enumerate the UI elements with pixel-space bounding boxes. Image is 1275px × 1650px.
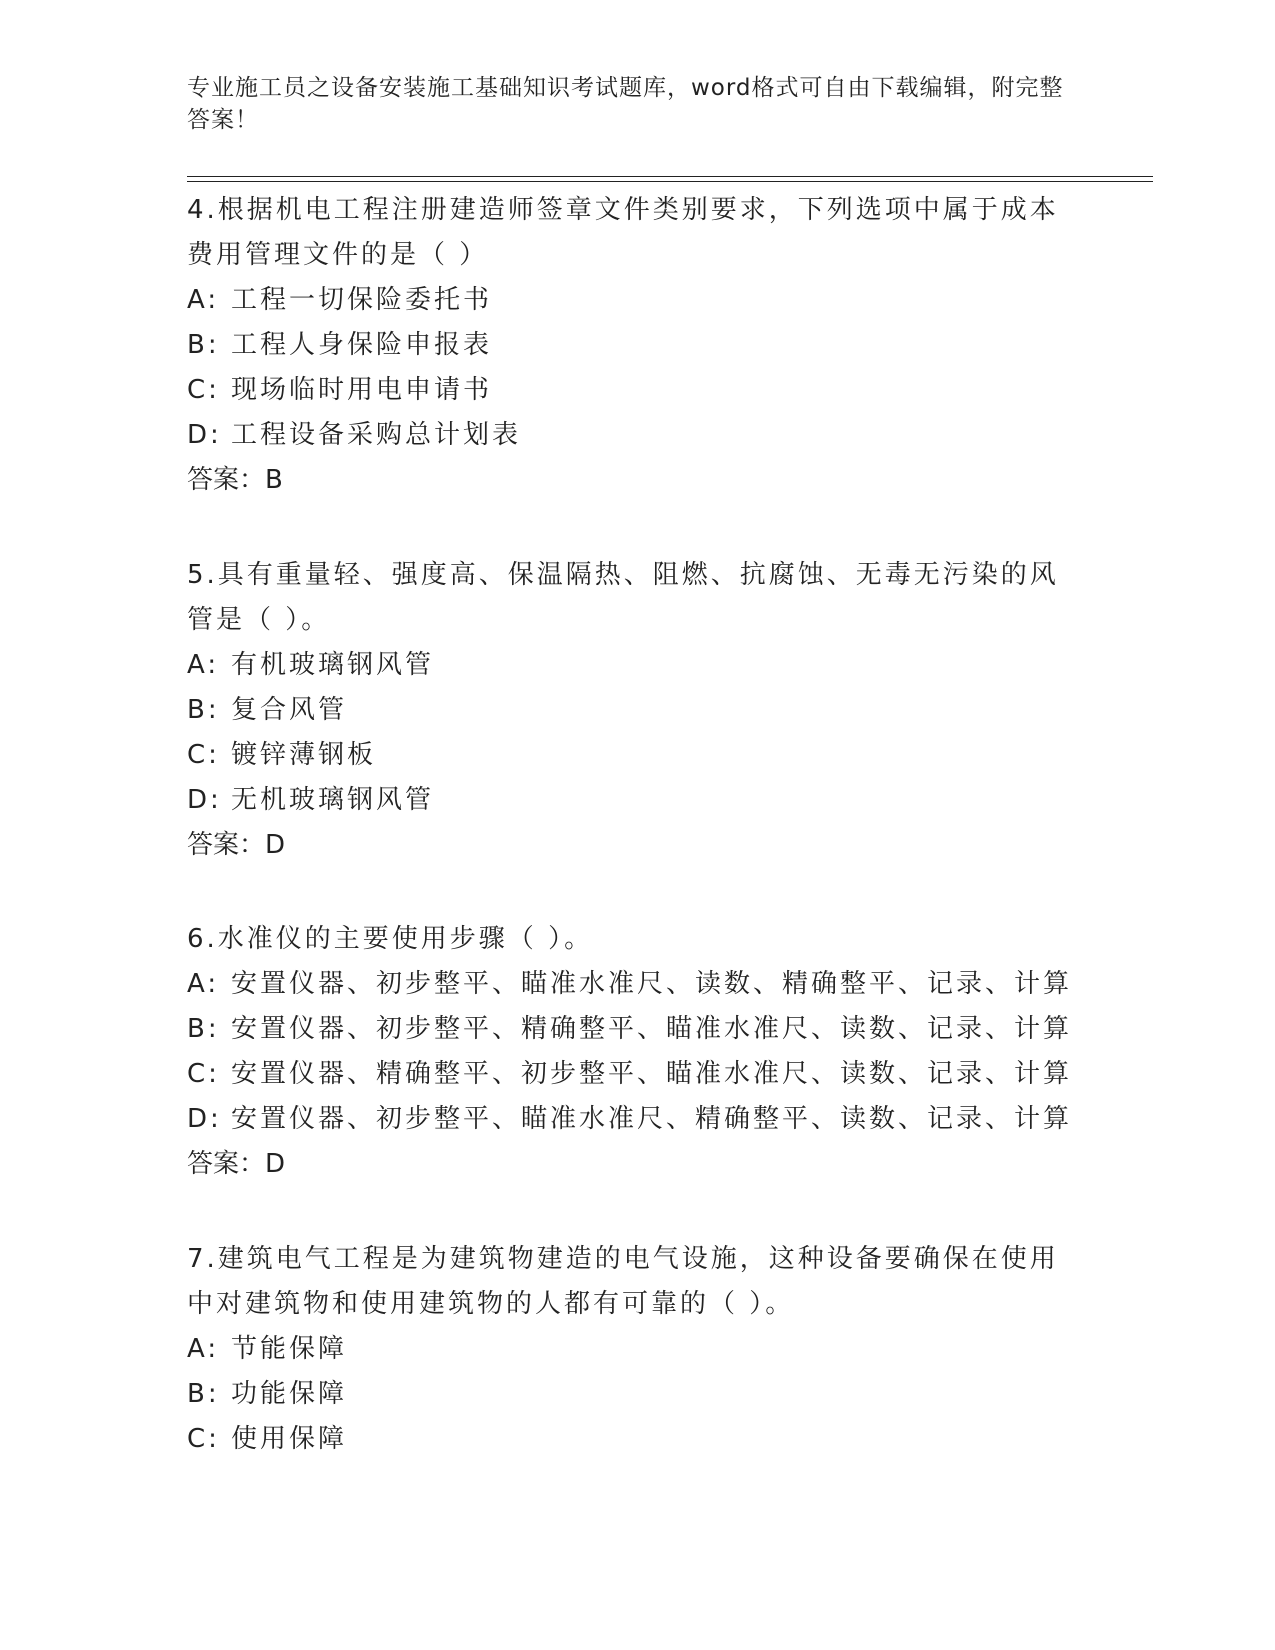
option-text: 有机玻璃钢风管 bbox=[231, 650, 435, 680]
header-divider-bottom bbox=[187, 181, 1153, 182]
answer-line: 答案：B bbox=[187, 465, 283, 495]
question-stem: 7.建筑电气工程是为建筑物建造的电气设施，这种设备要确保在使用中对建筑物和使用建筑物的人都有可靠的（ ）。 bbox=[187, 1244, 1059, 1319]
option-letter: B: bbox=[187, 695, 220, 725]
option-text: 安置仪器、初步整平、精确整平、瞄准水准尺、读数、记录、计算 bbox=[231, 1014, 1073, 1044]
option-letter: A: bbox=[187, 285, 220, 315]
option-letter: B: bbox=[187, 330, 220, 360]
option-c bbox=[187, 733, 1067, 778]
option-letter: C: bbox=[187, 375, 220, 405]
option-text: 工程人身保险申报表 bbox=[231, 330, 493, 360]
option-c bbox=[187, 368, 1067, 413]
option-text: 功能保障 bbox=[231, 1379, 348, 1409]
option-text: 无机玻璃钢风管 bbox=[231, 785, 435, 815]
option-d bbox=[187, 1097, 1073, 1142]
option-text: 节能保障 bbox=[231, 1334, 348, 1364]
option-b bbox=[187, 323, 1067, 368]
answer-line: 答案：D bbox=[187, 1149, 286, 1179]
option-text: 工程一切保险委托书 bbox=[231, 285, 493, 315]
question-stem: 5.具有重量轻、强度高、保温隔热、阻燃、抗腐蚀、无毒无污染的风管是（ ）。 bbox=[187, 560, 1059, 635]
option-d bbox=[187, 778, 1067, 823]
option-text: 安置仪器、初步整平、瞄准水准尺、精确整平、读数、记录、计算 bbox=[231, 1104, 1073, 1134]
option-a bbox=[187, 643, 1067, 688]
option-text: 现场临时用电申请书 bbox=[231, 375, 493, 405]
question-7 bbox=[187, 1237, 1067, 1462]
option-letter: C: bbox=[187, 1424, 220, 1454]
option-text: 镀锌薄钢板 bbox=[231, 740, 377, 770]
option-c bbox=[187, 1417, 1067, 1462]
option-b bbox=[187, 1372, 1067, 1417]
option-letter: B: bbox=[187, 1014, 220, 1044]
option-a bbox=[187, 962, 1073, 1007]
question-6 bbox=[187, 917, 1073, 1187]
option-b bbox=[187, 1007, 1073, 1052]
document-header: 专业施工员之设备安装施工基础知识考试题库，word格式可自由下载编辑，附完整答案！ bbox=[187, 75, 1064, 133]
answer-line: 答案：D bbox=[187, 830, 286, 860]
option-a bbox=[187, 1327, 1067, 1372]
question-4 bbox=[187, 188, 1067, 503]
option-letter: D: bbox=[187, 785, 222, 815]
option-a bbox=[187, 278, 1067, 323]
option-letter: A: bbox=[187, 650, 220, 680]
option-b bbox=[187, 688, 1067, 733]
option-text: 工程设备采购总计划表 bbox=[231, 420, 522, 450]
option-text: 使用保障 bbox=[231, 1424, 348, 1454]
option-letter: A: bbox=[187, 1334, 220, 1364]
option-letter: D: bbox=[187, 420, 222, 450]
option-letter: B: bbox=[187, 1379, 220, 1409]
option-text: 安置仪器、初步整平、瞄准水准尺、读数、精确整平、记录、计算 bbox=[231, 969, 1073, 999]
option-letter: A: bbox=[187, 969, 220, 999]
option-text: 安置仪器、精确整平、初步整平、瞄准水准尺、读数、记录、计算 bbox=[231, 1059, 1073, 1089]
header-divider-top bbox=[187, 176, 1153, 177]
option-letter: D: bbox=[187, 1104, 222, 1134]
option-d bbox=[187, 413, 1067, 458]
option-letter: C: bbox=[187, 740, 220, 770]
question-stem: 4.根据机电工程注册建造师签章文件类别要求，下列选项中属于成本费用管理文件的是（ ） bbox=[187, 195, 1059, 270]
question-5 bbox=[187, 553, 1067, 868]
option-text: 复合风管 bbox=[231, 695, 348, 725]
option-c bbox=[187, 1052, 1073, 1097]
question-stem: 6.水准仪的主要使用步骤（ ）。 bbox=[187, 924, 594, 954]
option-letter: C: bbox=[187, 1059, 220, 1089]
